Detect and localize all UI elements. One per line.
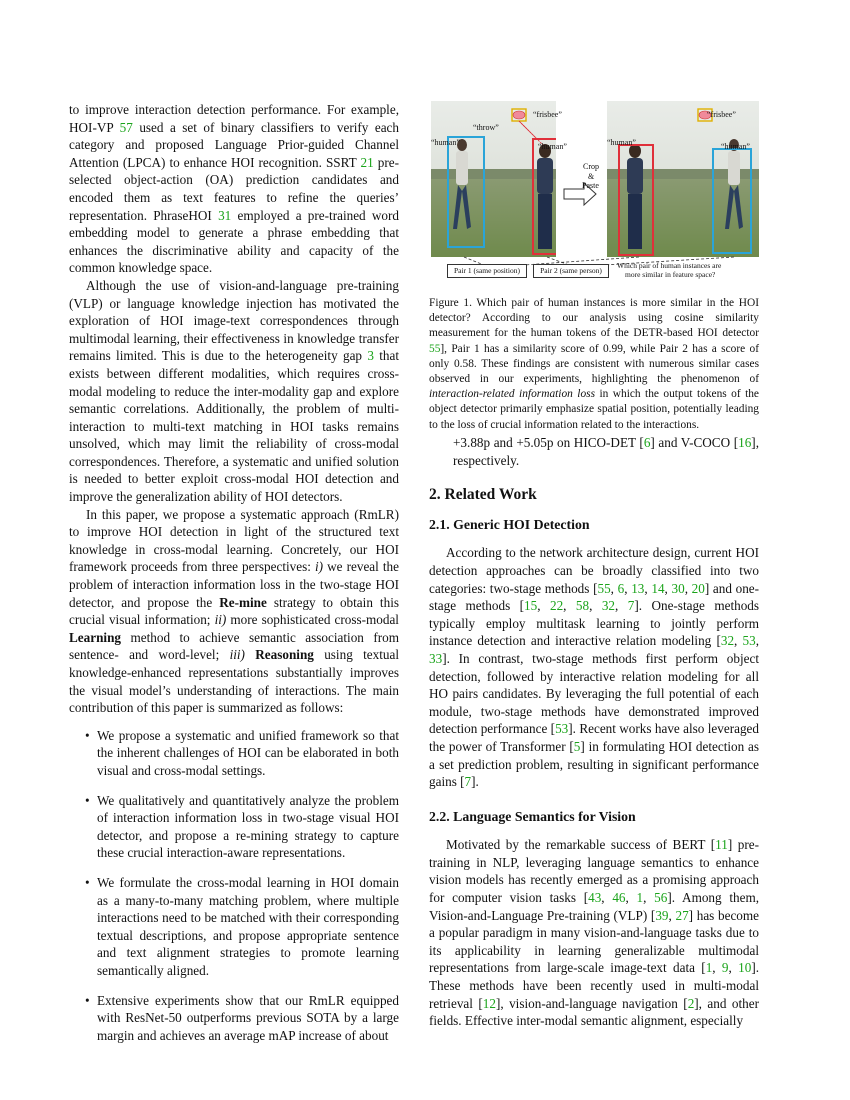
- citation-link[interactable]: 43: [588, 890, 602, 906]
- emphasis-text: i): [314, 559, 328, 575]
- citation-link[interactable]: 1: [705, 960, 713, 976]
- left-column: [69, 101, 399, 1056]
- paragraph-language-semantics: Motivated by the remarkable success of BERT [11] pre-training in NLP, leveraging language semantics to enhance vision models has recently emerged as a promising approach for computer vision tasks [43, 46, 1, 56]. Among them, Vision-and-Language Pre-training (VLP) [39, 27] has become a popular paradigm in many vision-and-language tasks due to its applicability in learning generalizable multimodal representations from large-scale image-text data [1, 9, 10]. These methods have been recently used in multi-modal retrieval [12], vision-and-language navigation [2], and other fields. Effective inter-modal semantic alignment, especially: [429, 837, 760, 1029]
- right-column: [429, 430, 759, 1030]
- label-crop: Crop: [583, 162, 599, 171]
- citation-link[interactable]: 14: [651, 580, 665, 596]
- paragraph-approach: In this paper, we propose a systematic approach (RmLR) to improve HOI detection in light of the structured text knowledge in cross-modal learning. Concretely, our HOI framework proceeds from three perspectives: i) we reveal the problem of interaction information loss in the two-stage HOI detector, and propose the Re-mine strategy to obtain this crucial visual information; ii) more sophisticated cross-modal Learning method to achieve semantic association from sentence- and word-level; iii) Reasoning using textual knowledge-enhanced representations substantially improves the visual model’s understanding of interactions. The main contribution of this paper is summarized as follows:: [69, 506, 400, 716]
- citation-link[interactable]: 31: [218, 207, 232, 223]
- citation-link[interactable]: 58: [575, 598, 590, 614]
- section-heading-related-work: 2. Related Work: [429, 486, 537, 504]
- bold-text: Reasoning: [255, 647, 314, 663]
- citation-link[interactable]: 53: [742, 633, 756, 649]
- citation-link[interactable]: 6: [643, 435, 651, 450]
- citation-link[interactable]: 10: [738, 960, 752, 976]
- emphasis-text: ii): [214, 612, 231, 628]
- contribution-item: • We formulate the cross-modal learning in HOI domain as a many-to-many matching problem, where multiple interactions need to be matched with their corresponding textual descriptions, and propose appropriate sentence and text alignment strategies to promote learning semantically aligned.: [69, 874, 399, 980]
- citation-link[interactable]: 2: [687, 995, 695, 1011]
- emphasis-text: interaction-related information loss: [429, 388, 596, 401]
- paragraph-related-methods: to improve interaction detection performance. For example, HOI-VP 57 used a set of binary classifiers to verify each category and proposed Language Prior-guided Channel Attention (LPCA) to enhance HOI recognition. SSRT 21 pre-selected object-action (OA) prediction candidates and encoded them as text features to refine the queries’ representation. PhraseHOI 31 employed a pre-trained word embedding model to generate a phrase embedding that enhances the discriminative ability and capacity of the common knowledge space.: [69, 102, 400, 276]
- citation-link[interactable]: 55: [429, 342, 441, 355]
- label-frisbee: “frisbee”: [533, 110, 562, 119]
- figure-1: [429, 101, 759, 433]
- citation-link[interactable]: 9: [721, 960, 729, 976]
- label-human: “human”: [431, 138, 460, 147]
- label-amp: &: [588, 172, 595, 181]
- label-throw: “throw”: [473, 123, 499, 132]
- figure-caption: Figure 1. Which pair of human instances is more similar in the HOI detector? According to our analysis using cosine similarity measurement for the human tokens of the DETR-based HOI detector 55], Pair 1 has a similarity score of 0.99, while Pair 2 has a score of only 0.58. These findings are consistent with numerous similar cases observed in our experiments, highlighting the phenomenon of interaction-related information loss in which the output tokens of the object detector primarily emphasize spatial position, potentially leading to the loss of crucial information related to the interactions.: [429, 297, 759, 431]
- citation-link[interactable]: 55: [597, 580, 611, 596]
- pair-2-box: Pair 2 (same person): [533, 264, 609, 278]
- citation-link[interactable]: 12: [482, 995, 496, 1011]
- contribution-item-continued: +3.88p and +5.05p on HICO-DET [6] and V-COCO [16], respectively.: [453, 435, 759, 468]
- bold-text: Learning: [69, 629, 122, 645]
- citation-link[interactable]: 22: [549, 598, 564, 614]
- label-human: “human”: [538, 142, 567, 151]
- citation-link[interactable]: 5: [573, 738, 581, 754]
- emphasis-text: iii): [229, 647, 256, 663]
- citation-link[interactable]: 46: [612, 890, 626, 906]
- citation-link[interactable]: 7: [627, 598, 635, 614]
- subsection-heading-language-semantics: 2.2. Language Semantics for Vision: [429, 808, 636, 824]
- contribution-item: • Extensive experiments show that our RmLR equipped with ResNet-50 outperforms previous SOTA by a large margin and achieves an average mAP increase of about: [69, 992, 399, 1045]
- citation-link[interactable]: 33: [429, 650, 443, 666]
- citation-link[interactable]: 32: [601, 598, 615, 614]
- citation-link[interactable]: 16: [738, 435, 752, 450]
- citation-link[interactable]: 21: [360, 154, 374, 170]
- contribution-list: [69, 727, 399, 1045]
- label-human: “human”: [721, 142, 750, 151]
- citation-link[interactable]: 13: [631, 580, 645, 596]
- subsection-heading-generic-hoi: 2.1. Generic HOI Detection: [429, 516, 590, 532]
- contribution-item: • We qualitatively and quantitatively analyze the problem of interaction information loss in two-stage visual HOI detector, and propose a re-mining strategy to capture these crucial interaction-aware representations.: [69, 792, 399, 862]
- citation-link[interactable]: 56: [654, 890, 668, 906]
- citation-link[interactable]: 32: [720, 633, 735, 649]
- citation-link[interactable]: 3: [367, 348, 374, 364]
- label-human: “human”: [607, 138, 636, 147]
- citation-link[interactable]: 53: [555, 721, 569, 737]
- figure-image: [429, 101, 759, 291]
- label-paste: Paste: [582, 181, 599, 190]
- citation-link[interactable]: 30: [671, 580, 685, 596]
- citation-link[interactable]: 20: [691, 580, 705, 596]
- question-line-2: more similar in feature space?: [625, 270, 716, 279]
- question-line-1: Which pair of human instances are: [617, 261, 722, 270]
- citation-link[interactable]: 11: [715, 837, 728, 853]
- citation-link[interactable]: 15: [524, 598, 538, 614]
- label-frisbee: “frisbee”: [707, 110, 736, 119]
- contribution-item: • We propose a systematic and unified framework so that the inherent challenges of HOI can be elaborated in both visual and cross-modal settings.: [69, 727, 399, 780]
- citation-link[interactable]: 27: [675, 907, 689, 923]
- paragraph-generic-hoi: According to the network architecture design, current HOI detection approaches can be broadly classified into two categories: two-stage methods [55, 6, 13, 14, 30, 20] and one-stage methods [15, 22, 58, 32, 7]. One-stage methods typically employ multitask learning to jointly perform instance detection and interactive relation modeling [32, 53, 33]. In contrast, two-stage methods first perform object detection, followed by interactive relation modeling for all HO pairs candidates. By leveraging the full potential of each module, two-stage methods have demonstrated improved detection performance [53]. Recent works have also leveraged the power of Transformer [5] in formulating HOI detection as a set prediction problem, resulting in significant performance gains [7].: [429, 545, 760, 790]
- bold-text: Re-mine: [219, 594, 267, 610]
- citation-link[interactable]: 57: [119, 119, 133, 135]
- citation-link[interactable]: 7: [464, 774, 472, 790]
- paragraph-motivation: Although the use of vision-and-language pre-training (VLP) or language knowledge injection has motivated the exploration of HOI image-text correspondences through multimodal learning, their effectiveness in knowledge transfer remains limited. This is due to the heterogeneity gap 3 that exists between different modalities, which requires cross-modal modeling to reduce the inter-modality gap and explore semantic correlations. Additionally, the problem of multi-interaction to multi-text matching in HOI tasks remains unsolved, which may limit the reliability of cross-modal correspondences. Therefore, a systematic and unified solution is needed to better exploit cross-modal HOI detection and improve the generalization ability of HOI detectors.: [69, 277, 399, 505]
- citation-link[interactable]: 39: [655, 907, 669, 923]
- pair-1-box: Pair 1 (same position): [447, 264, 527, 278]
- citation-link[interactable]: 1: [636, 890, 644, 906]
- citation-link[interactable]: 6: [617, 580, 625, 596]
